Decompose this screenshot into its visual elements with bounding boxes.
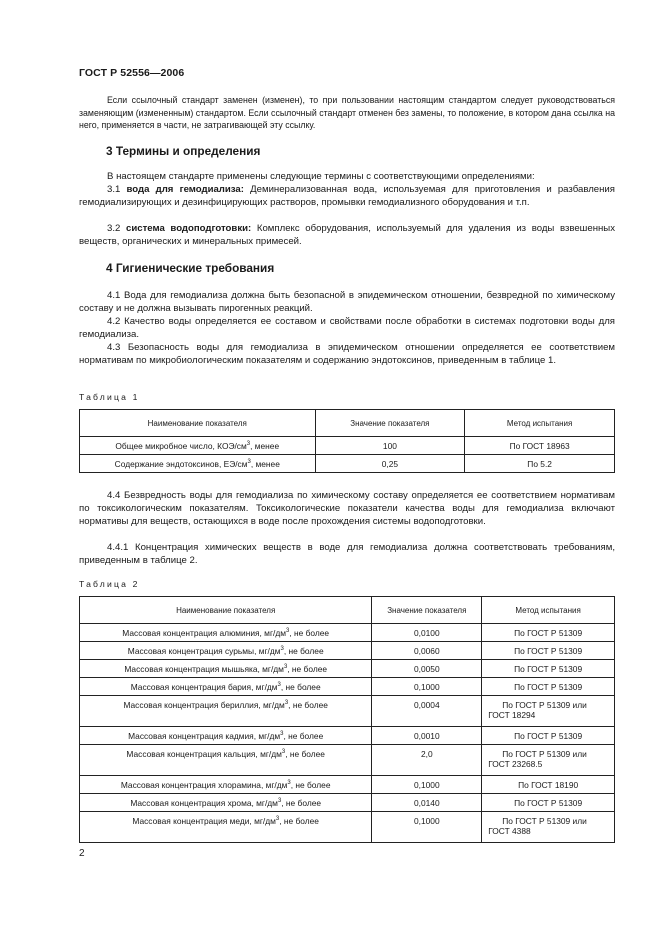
- table-cell-method: По ГОСТ Р 51309 или ГОСТ 18294: [482, 696, 615, 727]
- section-3-title: 3 Термины и определения: [106, 144, 261, 158]
- table-row: [80, 624, 615, 642]
- table-cell-value: 100: [315, 437, 465, 455]
- table-cell-value: 2,0: [372, 745, 482, 776]
- table-cell-value: 0,0004: [372, 696, 482, 727]
- table-row: [80, 660, 615, 678]
- table-row: [80, 776, 615, 794]
- table-cell-value: 0,0060: [372, 642, 482, 660]
- table-cell-name: Массовая концентрация хрома, $мг/дм^3$, не более: [80, 794, 372, 812]
- table-2-header-value: Значение показателя: [372, 597, 482, 624]
- paragraph-4-1: 4.1 Вода для гемодиализа должна быть безопасной в эпидемическом отношении, безвредной по химическому составу и не должна вызывать пирогенных реакций.: [79, 290, 615, 314]
- term-3-1-term: вода для гемодиализа:: [126, 184, 244, 195]
- term-3-2-term: система водоподготовки:: [126, 223, 252, 234]
- table-2: [79, 596, 615, 843]
- term-3-1-number: 3.1: [107, 184, 121, 195]
- table-1: [79, 409, 615, 473]
- table-2-caption: Таблица 2: [79, 579, 140, 589]
- table-1-header-value: Значение показателя: [315, 410, 465, 437]
- table-cell-name: Массовая концентрация хлорамина, $мг/дм^3$, не более: [80, 776, 372, 794]
- table-row: [80, 745, 615, 776]
- paragraph-4-4-1: 4.4.1 Концентрация химических веществ в воде для гемодиализа должна соответствовать требованиям, приведенным в таблице 2.: [79, 542, 615, 566]
- table-cell-name: Массовая концентрация алюминия, $мг/дм^3$, не более: [80, 624, 372, 642]
- table-row: [80, 812, 615, 843]
- section-4-title: 4 Гигиенические требования: [106, 261, 275, 275]
- term-3-2: [79, 222, 615, 248]
- table-cell-name: Массовая концентрация мышьяка, $мг/дм^3$, не более: [80, 660, 372, 678]
- table-row: [80, 642, 615, 660]
- table-cell-value: 0,1000: [372, 776, 482, 794]
- table-cell-method: По ГОСТ Р 51309: [482, 642, 615, 660]
- paragraph-4-4: 4.4 Безвредность воды для гемодиализа по химическому составу определяется ее соответствием нормативам по токсикологическим показателям. Токсикологические показатели качества воды для гемодиализа включают нормативы для веществ, остающихся в воде после прохождения системы водоподготовки.: [79, 490, 615, 527]
- section-3-lead: В настоящем стандарте применены следующие термины с соответствующими определениями:: [107, 171, 535, 182]
- table-cell-method: По ГОСТ Р 51309: [482, 678, 615, 696]
- term-3-2-number: 3.2: [107, 223, 121, 234]
- table-cell-value: 0,0140: [372, 794, 482, 812]
- table-cell-value: 0,1000: [372, 678, 482, 696]
- table-cell-name: Массовая концентрация кадмия, $мг/дм^3$, не более: [80, 727, 372, 745]
- table-row: [80, 794, 615, 812]
- table-1-header-name: Наименование показателя: [80, 410, 316, 437]
- table-2-header-name: Наименование показателя: [80, 597, 372, 624]
- document-header: ГОСТ Р 52556—2006: [79, 67, 185, 79]
- table-1-header-row: [80, 410, 615, 437]
- table-cell-method: По ГОСТ Р 51309: [482, 794, 615, 812]
- table-cell-method: По ГОСТ Р 51309 или ГОСТ 23268.5: [482, 745, 615, 776]
- table-cell-method: По ГОСТ 18190: [482, 776, 615, 794]
- table-cell-method: По 5.2: [465, 455, 615, 473]
- table-cell-method: По ГОСТ 18963: [465, 437, 615, 455]
- table-row: [80, 678, 615, 696]
- table-cell-method: По ГОСТ Р 51309: [482, 624, 615, 642]
- table-cell-name: Массовая концентрация меди, $мг/дм^3$, не более: [80, 812, 372, 843]
- table-row: [80, 696, 615, 727]
- paragraph-4-3: 4.3 Безопасность воды для гемодиализа в эпидемическом отношении определяется ее соответствием нормативам по микробиологическим показателям и содержанию эндотоксинов, приведенным в таблице 1.: [79, 342, 615, 366]
- table-1-header-method: Метод испытания: [465, 410, 615, 437]
- table-1-caption: Таблица 1: [79, 392, 140, 402]
- table-cell-value: 0,25: [315, 455, 465, 473]
- table-cell-name: Содержание эндотоксинов, $ЕЭ/см^3$, менее: [80, 455, 316, 473]
- page-number: 2: [79, 848, 85, 859]
- table-2-header-method: Метод испытания: [482, 597, 615, 624]
- table-cell-name: Общее микробное число, КОЭ/$см^3$, менее: [80, 437, 316, 455]
- table-row: [80, 437, 615, 455]
- table-cell-name: Массовая концентрация бериллия, $мг/дм^3$, не более: [80, 696, 372, 727]
- term-3-1: [79, 183, 615, 209]
- table-2-header-row: [80, 597, 615, 624]
- table-cell-value: 0,0010: [372, 727, 482, 745]
- table-cell-method: По ГОСТ Р 51309 или ГОСТ 4388: [482, 812, 615, 843]
- table-cell-value: 0,1000: [372, 812, 482, 843]
- table-cell-value: 0,0100: [372, 624, 482, 642]
- table-cell-value: 0,0050: [372, 660, 482, 678]
- table-row: [80, 455, 615, 473]
- term-3-1-definition: Деминерализованная вода, используемая для приготовления и разбавления гемодиализирующих и дезинфицирующих растворов, промывки гемодиализного оборудования и т.п.: [79, 184, 615, 208]
- table-row: [80, 727, 615, 745]
- table-cell-name: Массовая концентрация бария, $мг/дм^3$, не более: [80, 678, 372, 696]
- table-cell-name: Массовая концентрация кальция, $мг/дм^3$, не более: [80, 745, 372, 776]
- table-cell-name: Массовая концентрация сурьмы, $мг/дм^3$, не более: [80, 642, 372, 660]
- paragraph-4-2: 4.2 Качество воды определяется ее составом и свойствами после обработки в системах подготовки воды для гемодиализа.: [79, 316, 615, 340]
- intro-paragraph: Если ссылочный стандарт заменен (изменен), то при пользовании настоящим стандартом следует руководствоваться заменяющим (измененным) стандартом. Если ссылочный стандарт отменен без замены, то положение, в котором дана ссылка на него, применяется в части, не затрагивающей эту ссылку.: [79, 95, 615, 130]
- table-cell-method: По ГОСТ Р 51309: [482, 727, 615, 745]
- term-3-2-definition: Комплекс оборудования, используемый для удаления из воды взвешенных веществ, органических и минеральных примесей.: [79, 223, 616, 247]
- table-cell-method: По ГОСТ Р 51309: [482, 660, 615, 678]
